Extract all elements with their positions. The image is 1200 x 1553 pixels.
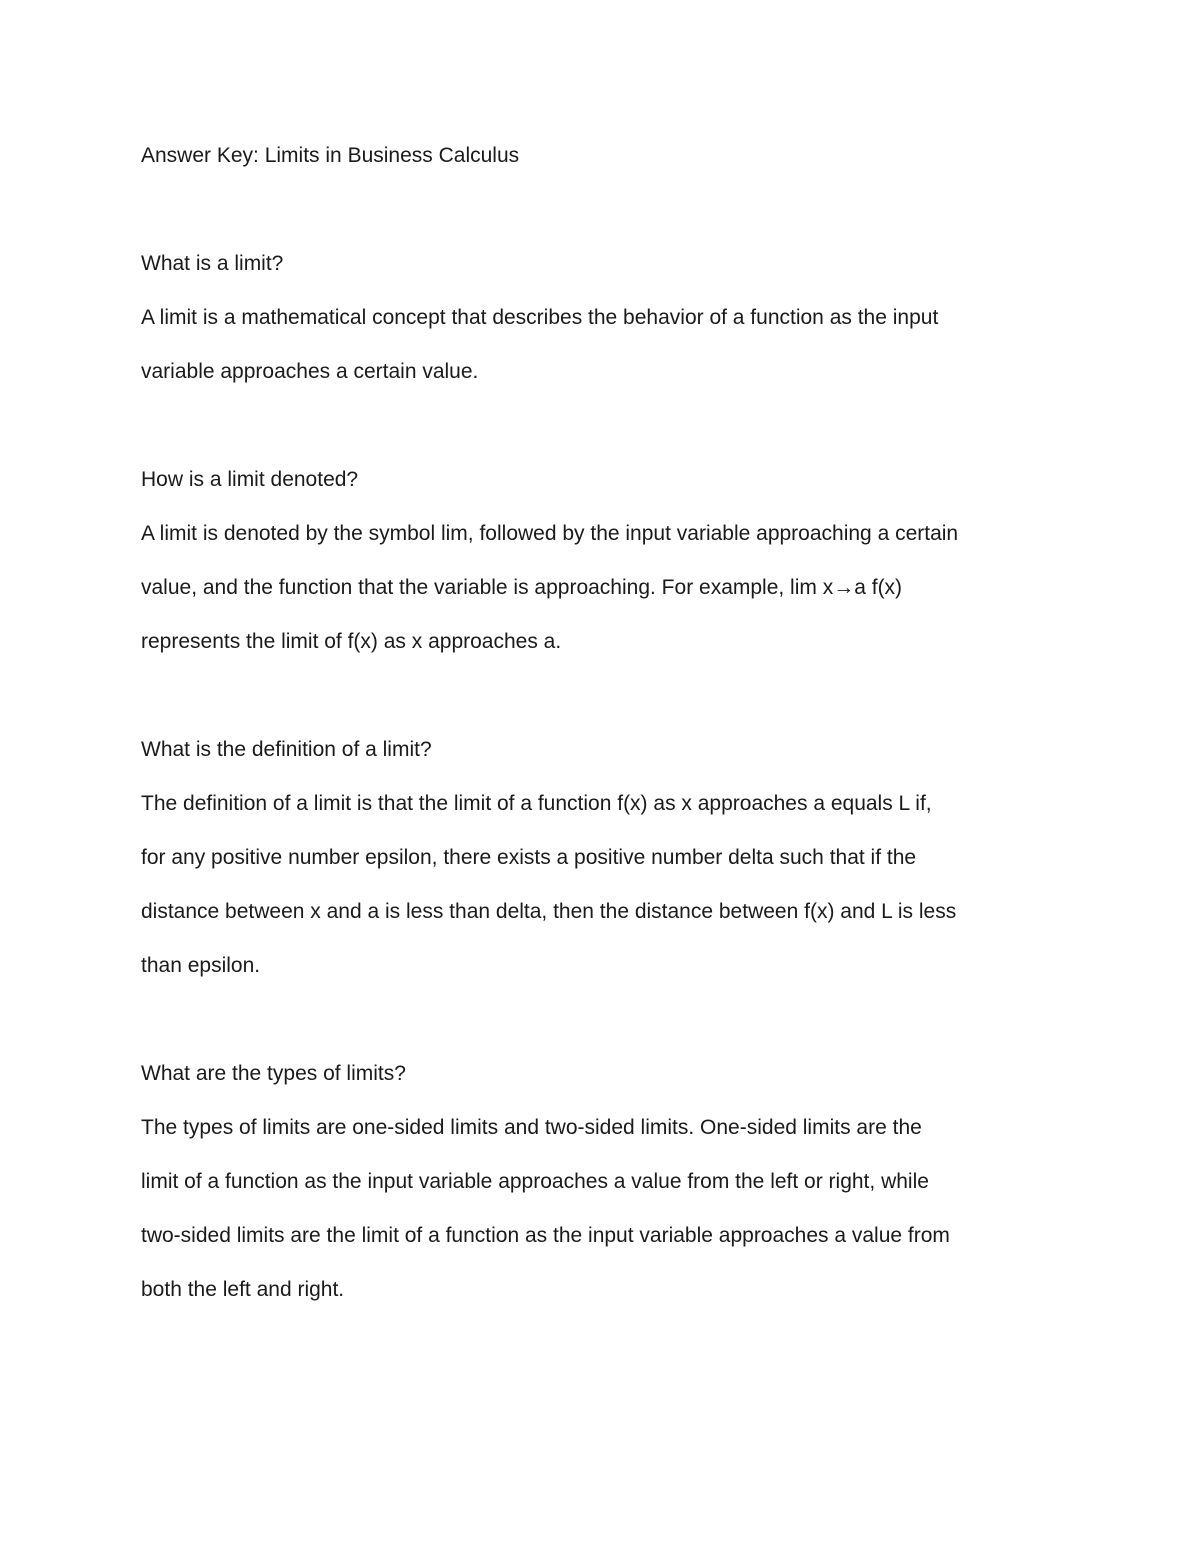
answer-line: variable approaches a certain value. xyxy=(141,360,479,383)
question-heading: How is a limit denoted? xyxy=(141,468,359,491)
answer-line: both the left and right. xyxy=(141,1278,345,1301)
answer-line: distance between x and a is less than delta, then the distance between f(x) and L is less xyxy=(141,900,957,923)
document-body xyxy=(141,129,1071,1317)
answer-line: A limit is a mathematical concept that describes the behavior of a function as the input xyxy=(141,306,939,329)
answer-line: two-sided limits are the limit of a function as the input variable approaches a value from xyxy=(141,1224,950,1247)
spacer xyxy=(141,399,1071,453)
spacer xyxy=(141,993,1071,1047)
answer-line: The definition of a limit is that the limit of a function f(x) as x approaches a equals L if, xyxy=(141,792,932,815)
spacer xyxy=(141,183,1071,237)
answer-line: value, and the function that the variable is approaching. For example, lim x→a f(x) xyxy=(141,576,903,599)
spacer xyxy=(141,669,1071,723)
answer-line: The types of limits are one-sided limits and two-sided limits. One-sided limits are the xyxy=(141,1116,922,1139)
answer-line: than epsilon. xyxy=(141,954,261,977)
question-heading: What is a limit? xyxy=(141,252,284,275)
answer-line: limit of a function as the input variable approaches a value from the left or right, while xyxy=(141,1170,929,1193)
answer-line: A limit is denoted by the symbol lim, followed by the input variable approaching a certain xyxy=(141,522,959,545)
question-heading: What is the definition of a limit? xyxy=(141,738,432,761)
document-title: Answer Key: Limits in Business Calculus xyxy=(141,144,520,167)
question-heading: What are the types of limits? xyxy=(141,1062,406,1085)
answer-line: represents the limit of f(x) as x approaches a. xyxy=(141,630,562,653)
answer-line: for any positive number epsilon, there exists a positive number delta such that if the xyxy=(141,846,917,869)
